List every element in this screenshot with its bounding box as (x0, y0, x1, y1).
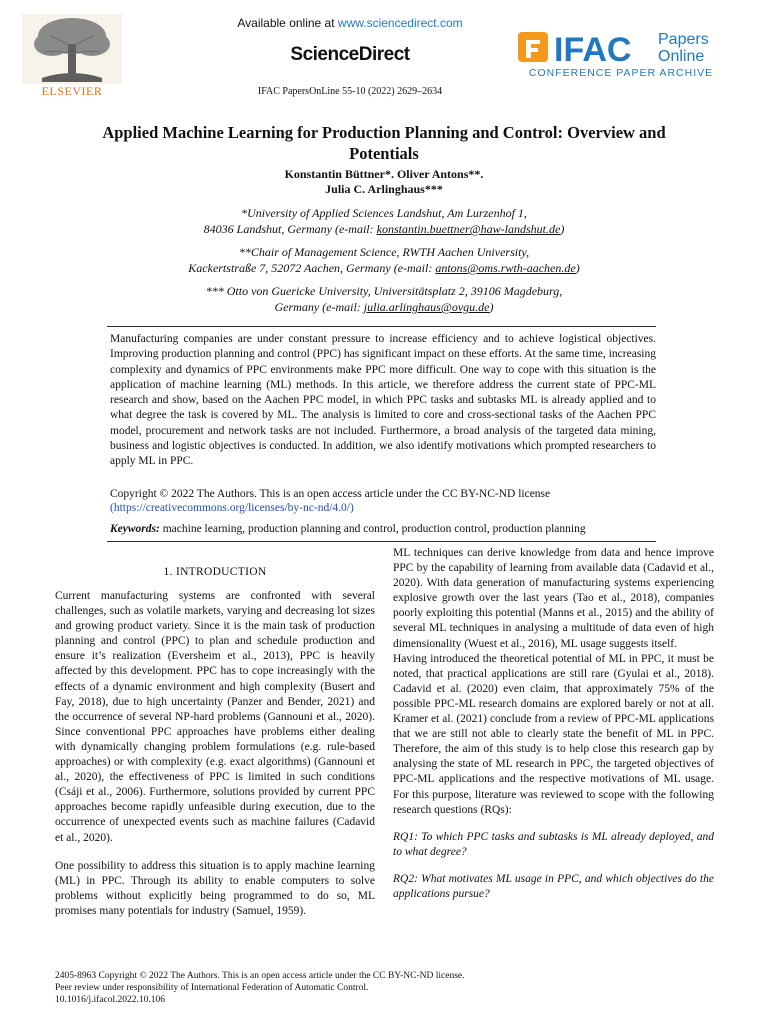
paren-close: ) (560, 222, 565, 236)
research-question-2: RQ2: What motivates ML usage in PPC, and which objectives do the applications pursue? (393, 872, 714, 900)
paragraph: One possibility to address this situation is to apply machine learning (ML) in PPC. Through its ability to enable computers to solve problems without explicitly being programmed to do so, ML promises many potentials for industry (Samuel, 1959). (55, 859, 375, 917)
paragraph: ML techniques can derive knowledge from data and hence improve PPC by the capability of learning from available data (Cadavid et al., 2020). With data generation of manufacturing systems experiencing explosive growth over the last years (Tao et al., 2018), companies poorly exploiting this potential (Manns et al., 2015) and the ability of several ML techniques in analysing a multitude of data even of high dimensionality (Wuest et al., 2016), ML usage suggests itself. (393, 547, 714, 650)
affiliation-1 (100, 205, 668, 237)
paren-close: ) (575, 261, 580, 275)
research-question-1: RQ1: To which PPC tasks and subtasks is ML already deployed, and to what degree? (393, 830, 714, 858)
email-link-antons[interactable]: antons@oms.rwth-aachen.de (435, 261, 576, 275)
affiliation-2 (100, 244, 668, 276)
affiliation-1-address: 84036 Landshut, Germany (e-mail: (203, 222, 377, 236)
ifac-papers-text: Papers (658, 31, 709, 48)
paragraph: Current manufacturing systems are confronted with several challenges, such as volatile markets, varying and decreasing lot sizes and growing product variety. Since it is the main task of production planning and control (PPC) to plan and schedule production and ensure it’s realization (Eversheim et al., 2013), PPC is heavily affected by this development. PPC has to cope increasingly with the effects of a dynamic environment and high complexity (Busert and Fay, 2018), due to high uncertainty (Panzer and Bender, 2021) and the occurrence of several NP-hard problems (Gannouni et al., 2020). Since conventional PPC approaches have problems either dealing with dynamically changing problem formulations (e.g. rule-based approaches) or with complexity (e.g. exact algorithms) (Gannouni et al., 2020), the effectiveness of PPC is limited in such conditions (Csáji et al., 2006). Furthermore, solutions provided by current PPC approaches become rapidly unfeasible during execution, due to the occurrence of unexpected events such as machine failures (Cadavid et al., 2020). (55, 590, 375, 844)
affiliation-3 (100, 283, 668, 315)
available-prefix: Available online at (237, 16, 338, 30)
email-link-buettner[interactable]: konstantin.buettner@haw-landshut.de (376, 222, 561, 236)
footer-copyright: 2405-8963 Copyright © 2022 The Authors. This is an open access article under the CC BY-NC-ND license. (55, 971, 465, 981)
keywords-list: machine learning, production planning and control, production control, production planning (159, 523, 586, 535)
license-link[interactable]: (https://creativecommons.org/licenses/by-nc-nd/4.0/) (110, 502, 354, 514)
journal-reference: IFAC PapersOnLine 55-10 (2022) 2629–2634 (257, 86, 443, 97)
affiliation-1-line-1: *University of Applied Sciences Landshut, Am Lurzenhof 1, (241, 206, 527, 220)
section-heading-introduction: 1. INTRODUCTION (163, 566, 267, 578)
paper-title (40, 122, 728, 164)
affiliation-3-line-1: *** Otto von Guericke University, Universitätsplatz 2, 39106 Magdeburg, (205, 284, 563, 298)
right-column (393, 546, 714, 902)
sciencedirect-brand: ScienceDirect (290, 44, 410, 65)
abstract: Manufacturing companies are under constant pressure to increase efficiency and to achieve logistical objectives. Improving production planning and control (PPC) has significant impact on these efforts. At the same time, increasing complexity and dynamics of PPC environments make PPC more difficult. One way to cope with this situation is the application of machine learning (ML) methods. In this article, we therefore address the current state of PPC-ML research and show, based on the Aachen PPC model, in which PPC tasks and subtasks ML is already applied and to what degree the task is covered by ML. The analysis is limited to core and cross-sectional tasks of the Aachen PPC model, procurement and network tasks are not included. Furthermore, a broad analysis of the targeted data mining, business and logistic objectives is conducted. In addition, we also identify motivations which prompted researchers to apply ML in PPC. (110, 333, 656, 468)
affiliation-3-address: Germany (e-mail: (274, 300, 364, 314)
affiliation-2-line-1: **Chair of Management Science, RWTH Aachen University, (238, 245, 530, 259)
abstract-bottom-rule (107, 541, 656, 542)
ifac-emblem-icon (518, 32, 548, 62)
copyright-line: Copyright © 2022 The Authors. This is an open access article under the CC BY-NC-ND license (110, 488, 551, 500)
ifac-online-text: Online (658, 48, 705, 65)
availability-line (200, 16, 500, 30)
left-column (55, 589, 375, 919)
sciencedirect-link[interactable]: www.sciencedirect.com (337, 16, 463, 30)
paren-close: ) (489, 300, 494, 314)
elsevier-wordmark: ELSEVIER (41, 84, 103, 98)
ifac-archive-tagline: CONFERENCE PAPER ARCHIVE (528, 67, 714, 79)
copyright-notice (110, 487, 656, 515)
affiliation-2-address: Kackertstraße 7, 52072 Aachen, Germany (e-mail: (188, 261, 436, 275)
footer-peer-review: Peer review under responsibility of International Federation of Automatic Control. (55, 983, 369, 993)
footer-doi[interactable]: 10.1016/j.ifacol.2022.10.106 (55, 995, 166, 1005)
title-line-1: Applied Machine Learning for Production Planning and Control: Overview and (102, 123, 666, 142)
ifac-brand-text: IFAC (554, 31, 632, 69)
abstract-top-rule (107, 326, 656, 327)
authors-line-1: Konstantin Büttner*. Oliver Antons**. (284, 167, 484, 181)
page-footer (55, 970, 715, 1006)
paragraph: Having introduced the theoretical potential of ML in PPC, it must be noted, that practical applications are still rare (Gyulai et al., 2018). Cadavid et al. (2020) even claim, that approximately 75% of the possible PPC-ML research domains are explored barely or not at all. Kramer et al. (2021) conclude from a review of PPC-ML applications that we are still not able to clearly state the benefit of ML in PPC. Therefore, the aim of this study is to help close this research gap by analysing the state of ML research in PPC, the targeted objectives of PPC-ML applications and the respective motivations of ML usage. For this purpose, literature was reviewed to scope with the following research questions (RQs): (393, 652, 714, 816)
keywords-label: Keywords: (110, 523, 160, 535)
email-link-arlinghaus[interactable]: julia.arlinghaus@ovgu.de (363, 300, 490, 314)
authors-line-2: Julia C. Arlinghaus*** (325, 182, 443, 196)
title-line-2: Potentials (349, 144, 419, 163)
author-list (100, 167, 668, 197)
keywords (110, 522, 656, 536)
